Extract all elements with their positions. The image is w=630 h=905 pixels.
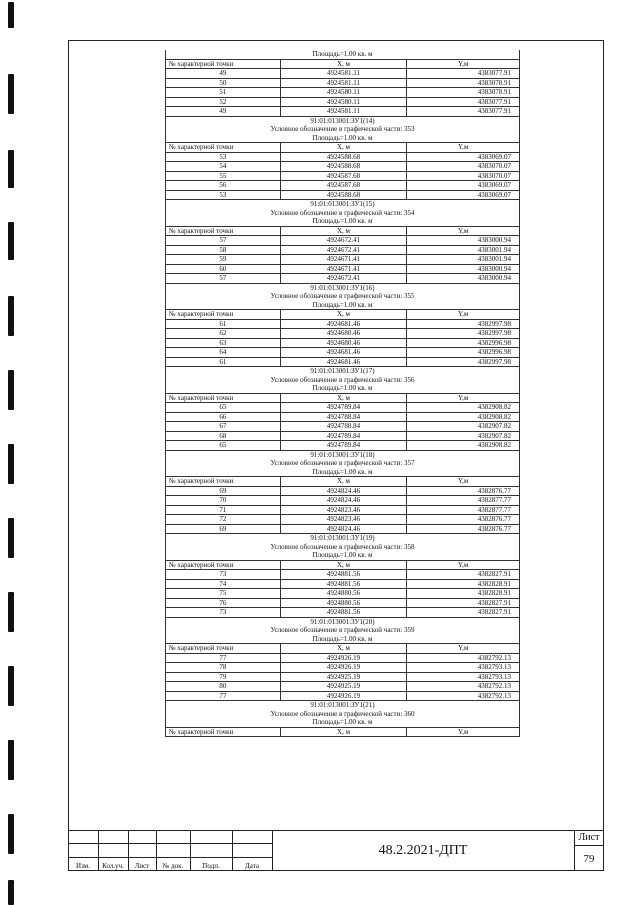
y-coordinate-cell: 4383001.94 xyxy=(407,245,520,255)
table-header-row xyxy=(166,560,520,570)
table-row xyxy=(166,319,520,329)
y-coordinate-cell: 4382827.91 xyxy=(407,608,520,618)
table-row xyxy=(166,97,520,107)
parcel-header xyxy=(165,284,520,310)
y-coordinate-cell: 4383077.91 xyxy=(407,107,520,117)
y-coordinate-cell: 4383000.94 xyxy=(407,236,520,246)
y-coordinate-cell: 4383078.91 xyxy=(407,88,520,98)
table-row xyxy=(166,152,520,162)
parcel-header xyxy=(165,451,520,477)
x-coordinate-cell: 4924789.84 xyxy=(280,403,407,413)
x-coordinate-cell: 4924880.56 xyxy=(280,598,407,608)
x-coordinate-cell: 4924681.46 xyxy=(280,357,407,367)
point-number-cell: 65 xyxy=(166,403,281,413)
y-coordinate-cell: 4383001.94 xyxy=(407,255,520,265)
point-number-cell: 66 xyxy=(166,412,281,422)
y-coordinate-cell: 4382907.82 xyxy=(407,422,520,432)
x-coordinate-cell: 4924881.56 xyxy=(280,570,407,580)
table-row xyxy=(166,608,520,618)
point-number-cell: 77 xyxy=(166,691,281,701)
x-coordinate-cell: 4924824.46 xyxy=(280,524,407,534)
parcel-area: Площадь=1.00 кв. м xyxy=(312,300,373,309)
coordinates-content xyxy=(165,50,520,737)
parcel-designation: Условное обозначение в графической части: 360 xyxy=(270,709,415,718)
x-coordinate-cell: 4924926.19 xyxy=(280,691,407,701)
binding-mark xyxy=(8,592,14,632)
coordinates-table xyxy=(165,142,520,200)
column-header-y: Y,м xyxy=(407,59,520,69)
point-number-cell: 57 xyxy=(166,236,281,246)
point-number-cell: 49 xyxy=(166,69,281,79)
point-number-cell: 60 xyxy=(166,264,281,274)
table-row xyxy=(166,348,520,358)
y-coordinate-cell: 4382876.77 xyxy=(407,515,520,525)
binding-mark xyxy=(8,370,14,410)
y-coordinate-cell: 4383077.91 xyxy=(407,69,520,79)
table-row xyxy=(166,171,520,181)
parcel-header xyxy=(165,367,520,393)
y-coordinate-cell: 4382997.98 xyxy=(407,319,520,329)
point-number-cell: 65 xyxy=(166,441,281,451)
column-header-y: Y,м xyxy=(407,644,520,654)
column-header-point: № характерной точки xyxy=(166,477,281,487)
binding-mark xyxy=(8,2,14,28)
column-header-x: X, м xyxy=(280,143,407,153)
point-number-cell: 64 xyxy=(166,348,281,358)
parcel-area: Площадь=1.00 кв. м xyxy=(312,718,373,726)
table-row xyxy=(166,162,520,172)
coordinates-table xyxy=(165,560,520,618)
point-number-cell: 49 xyxy=(166,107,281,117)
point-number-cell: 51 xyxy=(166,88,281,98)
y-coordinate-cell: 4382997.98 xyxy=(407,357,520,367)
y-coordinate-cell: 4382908.82 xyxy=(407,412,520,422)
y-coordinate-cell: 4382792.13 xyxy=(407,653,520,663)
point-number-cell: 63 xyxy=(166,338,281,348)
parcel-id: 91:01:013001:ЗУ1(17) xyxy=(310,367,375,375)
x-coordinate-cell: 4924680.46 xyxy=(280,338,407,348)
x-coordinate-cell: 4924681.46 xyxy=(280,319,407,329)
table-row xyxy=(166,505,520,515)
point-number-cell: 61 xyxy=(166,357,281,367)
y-coordinate-cell: 4382793.13 xyxy=(407,663,520,673)
y-coordinate-cell: 4382877.77 xyxy=(407,505,520,515)
table-row xyxy=(166,691,520,701)
binding-mark xyxy=(8,880,14,905)
x-coordinate-cell: 4924580.11 xyxy=(280,88,407,98)
x-coordinate-cell: 4924926.19 xyxy=(280,663,407,673)
parcel-id: 91:01:013001:ЗУ1(16) xyxy=(310,283,375,292)
table-row xyxy=(166,107,520,117)
parcel-area: Площадь=1.00 кв. м xyxy=(312,133,373,142)
parcel-area: Площадь=1.00 кв. м xyxy=(312,634,373,643)
table-row xyxy=(166,412,520,422)
stamp-label-date: Дата xyxy=(245,862,259,870)
parcel-header xyxy=(165,618,520,644)
coordinates-table xyxy=(165,476,520,534)
y-coordinate-cell: 4383070.07 xyxy=(407,162,520,172)
y-coordinate-cell: 4382827.91 xyxy=(407,570,520,580)
y-coordinate-cell: 4382908.82 xyxy=(407,403,520,413)
x-coordinate-cell: 4924671.41 xyxy=(280,255,407,265)
y-coordinate-cell: 4382827.91 xyxy=(407,598,520,608)
binding-mark xyxy=(8,296,14,336)
parcel-designation: Условное обозначение в графической части: 354 xyxy=(270,208,415,217)
column-header-point: № характерной точки xyxy=(166,143,281,153)
sheet-label: Лист xyxy=(578,831,600,843)
column-header-point: № характерной точки xyxy=(166,727,281,737)
column-header-y: Y,м xyxy=(407,560,520,570)
point-number-cell: 74 xyxy=(166,579,281,589)
parcel-id: 91:01:013001:ЗУ1(19) xyxy=(310,534,375,542)
y-coordinate-cell: 4382996.98 xyxy=(407,338,520,348)
point-number-cell: 77 xyxy=(166,653,281,663)
point-number-cell: 76 xyxy=(166,598,281,608)
y-coordinate-cell: 4382876.77 xyxy=(407,524,520,534)
x-coordinate-cell: 4924788.84 xyxy=(280,422,407,432)
x-coordinate-cell: 4924823.46 xyxy=(280,515,407,525)
column-header-x: X, м xyxy=(280,477,407,487)
parcel-id: 91:01:013001:ЗУ1(20) xyxy=(310,617,375,626)
parcel-id: 91:01:013001:ЗУ1(18) xyxy=(310,450,375,459)
stamp-label-count: Кол.уч. xyxy=(102,862,124,870)
point-number-cell: 57 xyxy=(166,274,281,284)
x-coordinate-cell: 4924823.46 xyxy=(280,505,407,515)
x-coordinate-cell: 4924672.41 xyxy=(280,245,407,255)
table-row xyxy=(166,589,520,599)
x-coordinate-cell: 4924587.68 xyxy=(280,171,407,181)
column-header-point: № характерной точки xyxy=(166,226,281,236)
area-line: Площадь=1.00 кв. м xyxy=(165,50,520,59)
y-coordinate-cell: 4383070.07 xyxy=(407,171,520,181)
y-coordinate-cell: 4383069.07 xyxy=(407,181,520,191)
table-row xyxy=(166,441,520,451)
point-number-cell: 80 xyxy=(166,682,281,692)
table-header-row xyxy=(166,226,520,236)
point-number-cell: 68 xyxy=(166,431,281,441)
point-number-cell: 55 xyxy=(166,171,281,181)
y-coordinate-cell: 4382792.13 xyxy=(407,682,520,692)
table-header-row xyxy=(166,310,520,320)
parcel-header xyxy=(165,117,520,143)
column-header-x: X, м xyxy=(280,226,407,236)
point-number-cell: 73 xyxy=(166,570,281,580)
column-header-x: X, м xyxy=(280,727,407,737)
column-header-x: X, м xyxy=(280,310,407,320)
point-number-cell: 79 xyxy=(166,672,281,682)
parcel-header xyxy=(165,200,520,226)
parcel-area: Площадь=1.00 кв. м xyxy=(312,217,373,225)
y-coordinate-cell: 4383000.94 xyxy=(407,274,520,284)
coordinates-table xyxy=(165,643,520,701)
column-header-y: Y,м xyxy=(407,143,520,153)
table-header-row xyxy=(166,59,520,69)
y-coordinate-cell: 4383069.07 xyxy=(407,190,520,200)
table-header-row xyxy=(166,644,520,654)
table-header-row xyxy=(166,143,520,153)
point-number-cell: 75 xyxy=(166,589,281,599)
table-row xyxy=(166,88,520,98)
parcel-designation: Условное обозначение в графической части: 359 xyxy=(270,626,415,634)
y-coordinate-cell: 4383000.94 xyxy=(407,264,520,274)
stamp-label-signature: Подп. xyxy=(202,862,220,870)
x-coordinate-cell: 4924788.84 xyxy=(280,412,407,422)
table-row xyxy=(166,78,520,88)
point-number-cell: 62 xyxy=(166,329,281,339)
x-coordinate-cell: 4924880.56 xyxy=(280,589,407,599)
table-row xyxy=(166,190,520,200)
point-number-cell: 53 xyxy=(166,190,281,200)
table-row xyxy=(166,264,520,274)
x-coordinate-cell: 4924672.41 xyxy=(280,236,407,246)
column-header-point: № характерной точки xyxy=(166,644,281,654)
column-header-y: Y,м xyxy=(407,727,520,737)
y-coordinate-cell: 4382907.82 xyxy=(407,431,520,441)
column-header-y: Y,м xyxy=(407,310,520,320)
column-header-y: Y,м xyxy=(407,226,520,236)
stamp-label-sheet: Лист xyxy=(134,862,150,870)
point-number-cell: 52 xyxy=(166,97,281,107)
table-row xyxy=(166,653,520,663)
x-coordinate-cell: 4924681.46 xyxy=(280,348,407,358)
x-coordinate-cell: 4924672.41 xyxy=(280,274,407,284)
y-coordinate-cell: 4382828.91 xyxy=(407,579,520,589)
coordinates-table xyxy=(165,727,520,738)
point-number-cell: 58 xyxy=(166,245,281,255)
point-number-cell: 73 xyxy=(166,608,281,618)
point-number-cell: 67 xyxy=(166,422,281,432)
parcel-header xyxy=(165,534,520,560)
x-coordinate-cell: 4924925.19 xyxy=(280,682,407,692)
parcel-designation: Условное обозначение в графической части: 358 xyxy=(270,542,415,551)
parcel-designation: Условное обозначение в графической части: 356 xyxy=(270,375,415,384)
table-row xyxy=(166,570,520,580)
x-coordinate-cell: 4924588.68 xyxy=(280,162,407,172)
stamp-label-change: Изм. xyxy=(76,862,90,870)
table-row xyxy=(166,579,520,589)
parcel-designation: Условное обозначение в графической части: 353 xyxy=(270,125,415,133)
document-code: 48.2.2021-ДПТ xyxy=(378,842,468,858)
y-coordinate-cell: 4382877.77 xyxy=(407,496,520,506)
x-coordinate-cell: 4924671.41 xyxy=(280,264,407,274)
x-coordinate-cell: 4924789.84 xyxy=(280,441,407,451)
table-row xyxy=(166,69,520,79)
table-row xyxy=(166,403,520,413)
point-number-cell: 78 xyxy=(166,663,281,673)
y-coordinate-cell: 4382828.91 xyxy=(407,589,520,599)
column-header-x: X, м xyxy=(280,560,407,570)
table-row xyxy=(166,663,520,673)
binding-mark xyxy=(8,444,14,484)
parcel-area: Площадь=1.00 кв. м xyxy=(312,467,373,476)
point-number-cell: 69 xyxy=(166,486,281,496)
table-row xyxy=(166,236,520,246)
x-coordinate-cell: 4924588.68 xyxy=(280,190,407,200)
parcel-id: 91:01:013001:ЗУ1(15) xyxy=(310,200,375,208)
parcel-designation: Условное обозначение в графической части: 355 xyxy=(270,292,415,300)
y-coordinate-cell: 4382996.98 xyxy=(407,348,520,358)
column-header-y: Y,м xyxy=(407,477,520,487)
table-header-row xyxy=(166,393,520,403)
point-number-cell: 61 xyxy=(166,319,281,329)
table-row xyxy=(166,515,520,525)
y-coordinate-cell: 4382876.77 xyxy=(407,486,520,496)
coordinates-table xyxy=(165,393,520,451)
table-row xyxy=(166,255,520,265)
table-row xyxy=(166,486,520,496)
x-coordinate-cell: 4924925.19 xyxy=(280,672,407,682)
coordinates-table xyxy=(165,59,520,117)
x-coordinate-cell: 4924824.46 xyxy=(280,486,407,496)
parcel-header xyxy=(165,701,520,727)
column-header-x: X, м xyxy=(280,59,407,69)
x-coordinate-cell: 4924581.11 xyxy=(280,69,407,79)
table-header-row xyxy=(166,477,520,487)
y-coordinate-cell: 4382793.13 xyxy=(407,672,520,682)
binding-mark xyxy=(8,666,14,706)
table-row xyxy=(166,357,520,367)
y-coordinate-cell: 4382792.13 xyxy=(407,691,520,701)
parcel-id: 91:01:013001:ЗУ1(14) xyxy=(310,116,375,125)
y-coordinate-cell: 4382997.98 xyxy=(407,329,520,339)
binding-mark xyxy=(8,518,14,558)
binding-mark xyxy=(8,740,14,780)
point-number-cell: 72 xyxy=(166,515,281,525)
binding-mark xyxy=(8,814,14,854)
table-row xyxy=(166,672,520,682)
point-number-cell: 53 xyxy=(166,152,281,162)
table-row xyxy=(166,682,520,692)
x-coordinate-cell: 4924680.46 xyxy=(280,329,407,339)
point-number-cell: 54 xyxy=(166,162,281,172)
point-number-cell: 71 xyxy=(166,505,281,515)
column-header-x: X, м xyxy=(280,393,407,403)
stamp-label-doc: № док. xyxy=(162,862,184,870)
y-coordinate-cell: 4383077.91 xyxy=(407,97,520,107)
point-number-cell: 70 xyxy=(166,496,281,506)
x-coordinate-cell: 4924580.11 xyxy=(280,97,407,107)
x-coordinate-cell: 4924881.56 xyxy=(280,608,407,618)
table-row xyxy=(166,274,520,284)
column-header-x: X, м xyxy=(280,644,407,654)
column-header-point: № характерной точки xyxy=(166,59,281,69)
parcel-id: 91:01:013001:ЗУ1(21) xyxy=(310,701,375,709)
x-coordinate-cell: 4924789.84 xyxy=(280,431,407,441)
column-header-point: № характерной точки xyxy=(166,310,281,320)
y-coordinate-cell: 4383078.91 xyxy=(407,78,520,88)
table-row xyxy=(166,598,520,608)
point-number-cell: 56 xyxy=(166,181,281,191)
point-number-cell: 69 xyxy=(166,524,281,534)
table-header-row xyxy=(166,727,520,737)
table-row xyxy=(166,181,520,191)
table-row xyxy=(166,245,520,255)
column-header-y: Y,м xyxy=(407,393,520,403)
coordinates-table xyxy=(165,309,520,367)
point-number-cell: 59 xyxy=(166,255,281,265)
table-row xyxy=(166,431,520,441)
coordinates-table xyxy=(165,226,520,284)
x-coordinate-cell: 4924588.68 xyxy=(280,152,407,162)
sheet-number: 79 xyxy=(583,852,595,865)
table-row xyxy=(166,329,520,339)
x-coordinate-cell: 4924587.68 xyxy=(280,181,407,191)
binding-mark xyxy=(8,74,14,114)
column-header-point: № характерной точки xyxy=(166,560,281,570)
binding-mark xyxy=(8,150,14,188)
column-header-point: № характерной точки xyxy=(166,393,281,403)
x-coordinate-cell: 4924581.11 xyxy=(280,78,407,88)
parcel-area: Площадь=1.00 кв. м xyxy=(312,384,373,392)
x-coordinate-cell: 4924824.46 xyxy=(280,496,407,506)
table-row xyxy=(166,524,520,534)
parcel-area: Площадь=1.00 кв. м xyxy=(312,551,373,559)
table-row xyxy=(166,338,520,348)
binding-mark xyxy=(8,222,14,260)
table-row xyxy=(166,422,520,432)
table-row xyxy=(166,496,520,506)
x-coordinate-cell: 4924881.56 xyxy=(280,579,407,589)
x-coordinate-cell: 4924926.19 xyxy=(280,653,407,663)
parcel-designation: Условное обозначение в графической части: 357 xyxy=(270,459,415,467)
x-coordinate-cell: 4924581.11 xyxy=(280,107,407,117)
y-coordinate-cell: 4383069.07 xyxy=(407,152,520,162)
point-number-cell: 50 xyxy=(166,78,281,88)
y-coordinate-cell: 4382908.82 xyxy=(407,441,520,451)
